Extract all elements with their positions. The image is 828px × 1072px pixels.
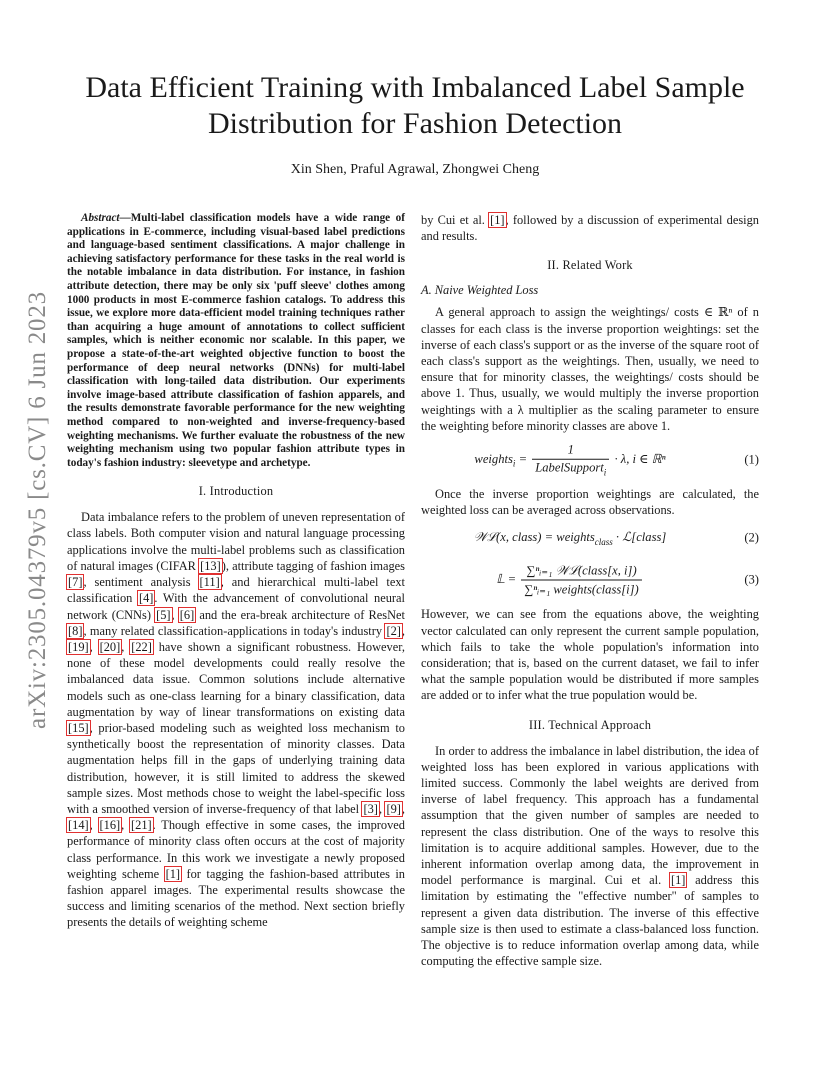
left-column — [67, 212, 405, 931]
citation-link[interactable]: [22] — [131, 639, 152, 654]
citation-link[interactable]: [5] — [156, 607, 171, 622]
right-column — [421, 212, 759, 970]
weighted-loss-paragraph: Once the inverse proportion weightings are calculated, the weighted loss can be averaged across observations. — [421, 487, 759, 518]
limitation-paragraph: However, we can see from the equations above, the weighting vector calculated can only represent the current sample population, which fails to take the whole population's information into consideration; that is, based on the current dataset, we fail to infer what the sample population would be distributed if more samples are added or to infer what the true population would be. — [421, 607, 759, 703]
equation-1: weights$_i$ = $\frac{1}{LabelSupport_i}$ · λ, i ∈ ℝⁿ (1) — [474, 442, 759, 478]
citation-link[interactable]: [3] — [363, 801, 378, 816]
equation-3: 𝕃 = $\frac{\text{∑ⁿᵢ₌₁ 𝒲ℒ(class[x, i])}}{\text{∑ⁿᵢ₌₁ weights(class[i])}}$ (3) — [496, 563, 759, 597]
citation-link[interactable]: [9] — [386, 801, 401, 816]
introduction-continuation: by Cui et al. [1], followed by a discussion of experimental design and results. — [421, 213, 759, 244]
citation-link[interactable]: [1] — [490, 213, 505, 227]
subsection-heading-naive-weighted-loss: A. Naive Weighted Loss — [421, 283, 539, 298]
citation-link[interactable]: [21] — [131, 818, 152, 833]
section-heading-related-work: II. Related Work — [547, 258, 633, 273]
section-heading-introduction: I. Introduction — [198, 484, 274, 499]
citation-link[interactable]: [4] — [138, 591, 154, 606]
citation-link[interactable]: [13] — [200, 558, 221, 573]
introduction-paragraph: Data imbalance refers to the problem of uneven representation of class labels. Both computer vision and natural language processing applications involve the multi-label problems such as classification of natural images (CIFAR [13]), attribute tagging of fashion images [7], sentiment analysis [11], and hierarchical multi-label text classification [4]. With the advancement of convolutional neural network (CNNs) [5], [6] and the era-break architecture of ResNet [8], many related classification-applications in today's industry [2], [19], [20], [22] have shown a significant robustness. However, none of these model developments could really resolve the imbalanced data issue. Common solutions include alternative models such as one-class learning for a binary classification, data augmentation by way of linear transformations on existing data [15], prior-based modeling such as weighted loss mechanism to synthetically boost the representation of minority classes. Data augmentation helps fill in the gaps of underlying training data distribution, however, it is still limited to address the skewed sample sizes. Most methods chose to weight the label-specific loss with a smoothed version of inverse-frequency of that label [3], [9], [14], [16], [21]. Though effective in some cases, the improved performance of minority class often occurs at the cost of majority class performance. In this work we investigate a newly proposed weighting scheme [1] for tagging the fashion-based attributes in fashion apparel images. The experimental results showcase the success and limiting scenarios of the method. Next section briefly presents the details of weighting scheme — [67, 510, 405, 930]
naive-loss-paragraph: A general approach to assign the weightings/ costs ∈ ℝⁿ of n classes for each class is the inverse proportion weightings: set the inverse of each class's support or as the inverse of the square root of each class's support as the weightings. Then, usually, we need to ensure that for minority classes, the weightings/ costs should be above 1. Thus, usually, we would multiply the inverse proportion weightings with a λ multiplier as the scaling parameter to ensure the weighting before minority classes are above 1. — [421, 305, 759, 433]
citation-link[interactable]: [1] — [670, 873, 686, 888]
abstract-label: Abstract — [81, 212, 120, 224]
citation-link[interactable]: [11] — [199, 575, 220, 590]
section-heading-technical-approach: III. Technical Approach — [528, 717, 652, 732]
citation-link[interactable]: [20] — [99, 639, 121, 654]
citation-link[interactable]: [15] — [68, 720, 89, 735]
citation-link[interactable]: [7] — [68, 575, 83, 590]
paper-title: Data Efficient Training with Imbalanced Label Sample Distribution for Fashion Detection — [85, 71, 745, 140]
abstract-text: —Multi-label classification models have a wide range of applications in E-commerce, including visual-based label predictions and language-based sentiment classifications. A major challenge in achieving satisfactory performance for these tasks in the real world is the notable imbalance in data distribution. For instance, in fashion attribute detection, there may be only six 'puff sleeve' clothes among 1000 products in most E-commerce fashion catalogs. To address this issue, we explore more data-efficient model training techniques rather than acquiring a huge amount of annotations to collect sufficient samples, which is neither economic nor scalable. In this paper, we propose a state-of-the-art weighted objective function to boost the performance of deep neural networks (DNNs) for multi-label classification with long-tailed data distribution. Our experiments involve image-based attribute classification of fashion apparels, and the results demonstrate favorable performance for the new weighting method compared to non-weighted and inverse-frequency-based weighting mechanisms. We further evaluate the robustness of the new weighting mechanism using two popular fashion attribute types in today's fashion industry: sleevetype and archetype. — [67, 212, 405, 469]
citation-link[interactable]: [14] — [68, 818, 89, 833]
citation-link[interactable]: [1] — [165, 866, 181, 881]
citation-link[interactable]: [16] — [99, 818, 121, 833]
technical-approach-paragraph: In order to address the imbalance in label distribution, the idea of weighted loss has been explored in various applications with limited success. Commonly the label weights are derived from inverse of label frequency. This approach has a fundamental assumption that the given number of samples are needed to represent the class distribution. One of the ways to resolve this limitation is to acquire additional samples. However, due to the inherent information overlap among data, the improvement in model performance is marginal. Cui et al. [1] address this limitation by estimating the "effective number" of samples to represent a given data distribution. The inverse of this effective sample size is then used to estimate a class-balanced loss function. The objective is to reduce information overlap among data, while computing the effective sample size. — [421, 743, 759, 969]
equation-number: (1) — [744, 452, 759, 467]
arxiv-identifier: arXiv:2305.04379v5 [cs.CV] 6 Jun 2023 — [24, 291, 51, 729]
citation-link[interactable]: [6] — [179, 607, 195, 622]
equation-number: (3) — [744, 572, 759, 587]
abstract — [67, 212, 405, 470]
citation-link[interactable]: [19] — [68, 639, 89, 654]
equation-number: (2) — [744, 530, 759, 545]
paper-authors: Xin Shen, Praful Agrawal, Zhongwei Cheng — [290, 162, 540, 177]
arxiv-side-stamp — [24, 291, 52, 729]
equation-2: 𝒲ℒ(x, class) = weights$_{class}$ · ℒ[class] (2) — [473, 530, 759, 548]
citation-link[interactable]: [2] — [386, 623, 401, 638]
citation-link[interactable]: [8] — [68, 623, 83, 638]
